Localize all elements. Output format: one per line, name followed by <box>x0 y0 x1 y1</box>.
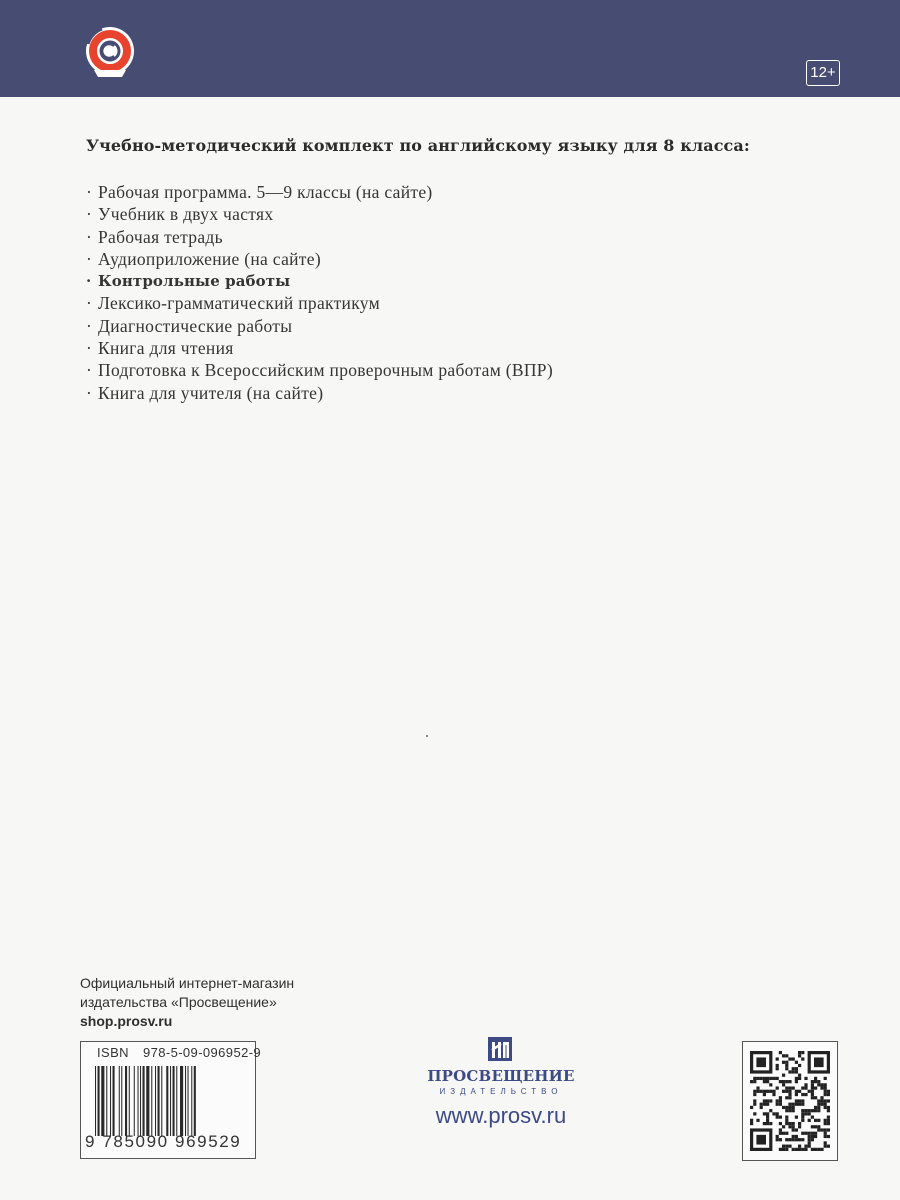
list-item <box>86 181 553 203</box>
publisher-website: www.prosv.ru <box>435 1103 567 1128</box>
list-item-label: Рабочая тетрадь <box>98 226 223 247</box>
bullet: · <box>86 315 93 336</box>
isbn-line <box>97 1045 261 1060</box>
bullet: · <box>86 182 93 202</box>
publisher-logo-icon <box>80 22 140 82</box>
list-item-label: Книга для чтения <box>98 338 234 359</box>
list-item <box>86 226 553 248</box>
bullet: · <box>86 204 93 225</box>
qr-code-icon <box>750 1051 830 1151</box>
barcode-bars-icon <box>95 1066 245 1136</box>
kit-list <box>86 181 553 404</box>
barcode-digits: 9 785090 969529 <box>85 1132 242 1151</box>
bullet: · <box>86 382 93 403</box>
list-item-label: Рабочая программа. 5—9 классы (на сайте) <box>98 182 433 202</box>
list-item <box>86 248 553 270</box>
list-item <box>86 337 553 359</box>
list-item-label: Диагностические работы <box>98 315 293 336</box>
publisher-name: ПРОСВЕЩЕНИЕ <box>427 1067 575 1085</box>
bullet: · <box>86 272 92 291</box>
bullet: · <box>86 293 93 314</box>
list-item-label: Аудиоприложение (на сайте) <box>98 248 321 269</box>
publisher-emblem-icon <box>487 1036 513 1062</box>
list-item <box>86 292 553 314</box>
isbn-number: 978-5-09-096952-9 <box>142 1045 262 1060</box>
isbn-label: ISBN <box>97 1045 129 1060</box>
header-band <box>0 0 900 97</box>
list-item <box>86 203 553 225</box>
shop-line-1: Официальный интернет-магазин <box>80 975 295 991</box>
kit-title: Учебно-методический комплект по английскому языку для 8 класса: <box>86 136 750 155</box>
list-item-highlighted <box>86 270 553 292</box>
bullet: · <box>86 248 93 269</box>
list-item <box>86 382 553 404</box>
qr-code-box <box>742 1041 838 1161</box>
bullet: · <box>86 338 93 359</box>
print-speck <box>426 735 428 737</box>
isbn-barcode <box>80 1041 262 1159</box>
age-rating-badge: 12+ <box>806 60 840 86</box>
bullet: · <box>86 226 93 247</box>
list-item-label: Учебник в двух частях <box>98 204 274 225</box>
list-item-label: Подготовка к Всероссийским проверочным работам (ВПР) <box>98 360 553 381</box>
list-item-label: Контрольные работы <box>98 272 291 291</box>
shop-info <box>80 974 294 1031</box>
bullet: · <box>86 360 93 381</box>
shop-url: shop.prosv.ru <box>80 1013 173 1029</box>
list-item <box>86 359 553 381</box>
list-item-label: Книга для учителя (на сайте) <box>98 382 324 403</box>
list-item-label: Лексико-грамматический практикум <box>98 293 380 314</box>
list-item <box>86 315 553 337</box>
shop-line-2: издательства «Просвещение» <box>80 994 277 1010</box>
publisher-subtitle: ИЗДАТЕЛЬСТВО <box>439 1087 563 1096</box>
